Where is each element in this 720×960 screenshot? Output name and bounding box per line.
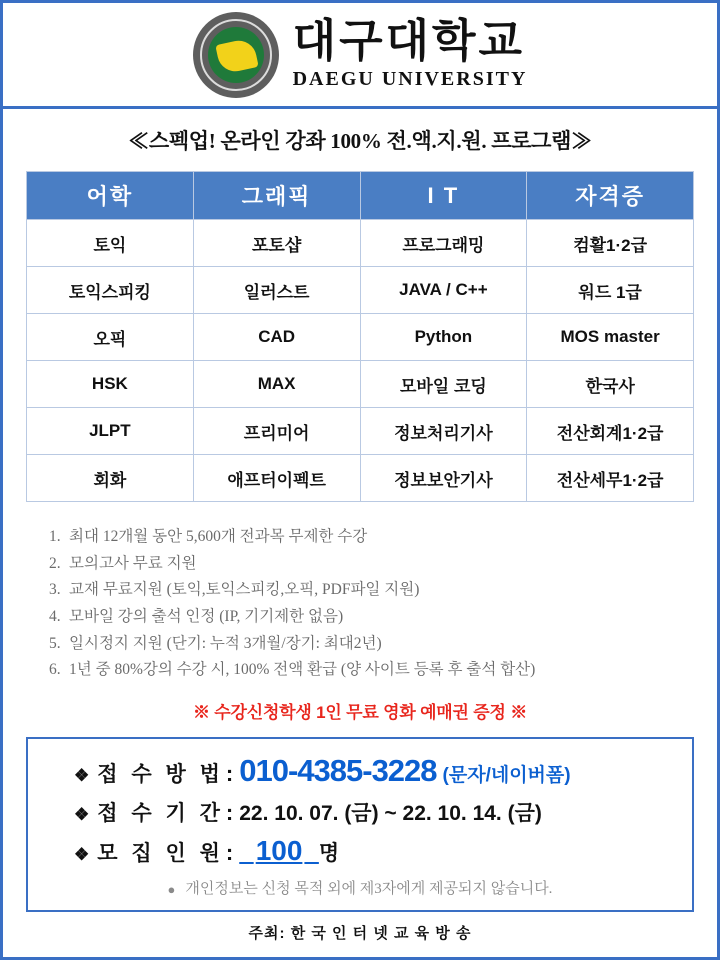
course-table: [26, 171, 694, 502]
organizer-footer: 주최: 한 국 인 터 넷 교 육 방 송: [248, 925, 472, 942]
apply-count-value: 100: [255, 834, 303, 866]
list-item-number: 4.: [49, 607, 61, 625]
table-cell: 전산세무1·2급: [527, 455, 694, 502]
university-name-ko: 대구대학교: [292, 16, 525, 67]
list-item: [49, 631, 717, 658]
list-item-text: 최대 12개월 동안 5,600개 전과목 무제한 수강: [69, 528, 368, 545]
table-cell: MAX: [193, 361, 360, 408]
list-item-number: 2.: [49, 554, 61, 572]
header-logo-band: [3, 3, 717, 109]
university-name-block: [293, 18, 528, 90]
privacy-note-text: 개인정보는 신청 목적 외에 제3자에게 제공되지 않습니다.: [185, 880, 553, 897]
table-cell: CAD: [193, 314, 360, 361]
table-row: [27, 408, 694, 455]
table-cell: 일러스트: [193, 267, 360, 314]
list-item: [49, 604, 717, 631]
table-cell: 회화: [27, 455, 194, 502]
table-cell: MOS master: [527, 314, 694, 361]
page-title: ≪스펙업! 온라인 강좌 100% 전.액.지.원. 프로그램≫: [128, 129, 592, 153]
table-row: [27, 314, 694, 361]
apply-period-value: 22. 10. 07. (금) ~ 22. 10. 14. (금): [239, 801, 542, 825]
table-cell: 한국사: [527, 361, 694, 408]
table-cell: 애프터이펙트: [193, 455, 360, 502]
list-item-number: 3.: [49, 581, 61, 599]
table-cell: 정보보안기사: [360, 455, 527, 502]
table-cell: JLPT: [27, 408, 194, 455]
list-item: [49, 551, 717, 578]
list-item-text: 모의고사 무료 지원: [69, 554, 197, 572]
list-item: [49, 657, 717, 684]
list-item: [49, 577, 717, 604]
list-item-number: 1.: [49, 528, 61, 545]
apply-count-colon: :: [225, 839, 234, 865]
diamond-bullet-icon: ❖: [74, 804, 90, 824]
list-item-number: 5.: [49, 634, 61, 652]
table-cell: HSK: [27, 361, 194, 408]
diamond-bullet-icon: ❖: [74, 844, 90, 864]
apply-method-label: 접 수 방 법: [97, 762, 224, 786]
bullet-point-icon: ●: [167, 881, 176, 897]
table-cell: 오픽: [27, 314, 194, 361]
table-cell: 전산회계1·2급: [527, 408, 694, 455]
table-cell: JAVA / C++: [360, 267, 527, 314]
diamond-bullet-icon: ❖: [74, 765, 90, 785]
table-cell: 모바일 코딩: [360, 361, 527, 408]
apply-count-spacer-right: [304, 836, 318, 867]
column-header-language: 어학: [27, 172, 194, 220]
movie-ticket-notice: ※ 수강신청학생 1인 무료 영화 예매권 증정 ※: [192, 702, 528, 722]
list-item-text: 일시정지 지원 (단기: 누적 3개월/장기: 최대2년): [69, 634, 382, 652]
table-cell: 컴활1·2급: [527, 220, 694, 267]
benefits-list: [49, 524, 717, 684]
list-item: [49, 524, 717, 551]
column-header-it: I T: [360, 172, 527, 220]
column-header-graphic: 그래픽: [193, 172, 360, 220]
apply-count-spacer-left: [239, 836, 253, 867]
university-name-en: DAEGU UNIVERSITY: [292, 67, 528, 90]
table-cell: 프리미어: [193, 408, 360, 455]
table-row: [27, 455, 694, 502]
list-item-text: 교재 무료지원 (토익,토익스피킹,오픽, PDF파일 지원): [69, 581, 420, 599]
table-cell: 워드 1급: [527, 267, 694, 314]
table-cell: 정보처리기사: [360, 408, 527, 455]
application-info-box: [26, 737, 694, 912]
apply-method-note: (문자/네이버폼): [442, 764, 571, 786]
apply-method-row: [74, 753, 692, 789]
table-cell: 토익스피킹: [27, 267, 194, 314]
table-row: [27, 220, 694, 267]
list-item-text: 1년 중 80%강의 수강 시, 100% 전액 환급 (양 사이트 등록 후 출석 합산): [69, 661, 536, 679]
emblem-inner-shape: [208, 27, 264, 83]
table-row: [27, 361, 694, 408]
apply-count-unit: 명: [318, 841, 340, 865]
table-row: [27, 267, 694, 314]
apply-method-colon: :: [225, 760, 234, 786]
apply-count-row: [74, 835, 692, 867]
table-cell: 포토샵: [193, 220, 360, 267]
table-cell: 토익: [27, 220, 194, 267]
apply-period-row: [74, 797, 692, 827]
apply-period-colon: :: [225, 799, 234, 825]
apply-period-label: 접 수 기 간: [97, 801, 224, 825]
column-header-certificate: 자격증: [527, 172, 694, 220]
apply-phone-number[interactable]: 010-4385-3228: [239, 752, 437, 788]
table-cell: 프로그래밍: [360, 220, 527, 267]
list-item-text: 모바일 강의 출석 인정 (IP, 기기제한 없음): [69, 607, 344, 625]
apply-count-label: 모 집 인 원: [97, 841, 224, 865]
list-item-number: 6.: [49, 661, 61, 679]
table-cell: Python: [360, 314, 527, 361]
daegu-university-emblem-icon: [193, 12, 279, 98]
privacy-note-row: [28, 877, 692, 898]
table-header-row: [27, 172, 694, 220]
